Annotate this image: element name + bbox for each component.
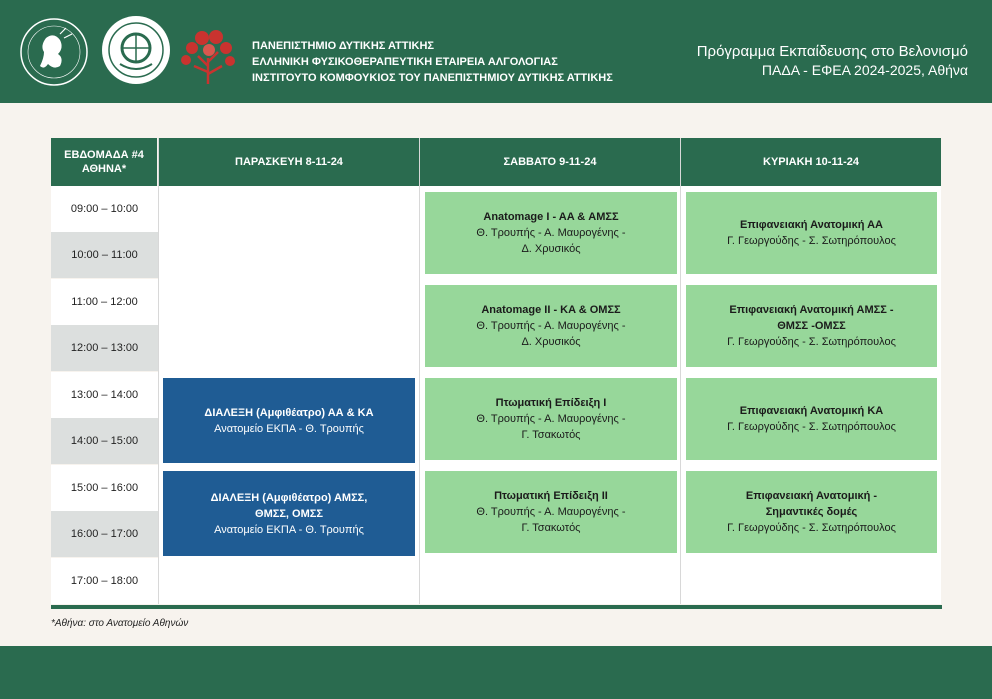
time-slot: 15:00 – 16:00 (51, 465, 158, 511)
session-detail: Γ. Γεωργούδης - Σ. Σωτηρόπουλος (727, 522, 896, 534)
session-title: Anatomage II - KA & ΟΜΣΣ (481, 304, 621, 316)
column-divider (158, 138, 159, 604)
org-line: ΕΛΛΗΝΙΚΗ ΦΥΣΙΚΟΘΕΡΑΠΕΥΤΙΚΗ ΕΤΑΙΡΕΙΑ ΑΛΓΟΛΟΓΙΑΣ (252, 56, 558, 68)
session-title-cont: ΘΜΣΣ -ΟΜΣΣ (777, 320, 846, 332)
header-bar (0, 0, 992, 103)
day-header-saturday: ΣΑΒΒΑΤΟ 9-11-24 (420, 138, 680, 186)
session-sunday-3 (686, 378, 937, 460)
session-friday-lecture-2 (163, 471, 415, 556)
session-title: ΔΙΑΛΕΞΗ (Αμφιθέατρο) ΑΜΣΣ, (210, 491, 368, 504)
session-title-cont: Σημαντικές δομές (765, 506, 858, 518)
university-logo (16, 14, 92, 90)
session-detail: Δ. Χρυσικός (521, 336, 581, 348)
footnote: *Αθήνα: στο Ανατομείο Αθηνών (51, 618, 189, 629)
table-bottom-rule (51, 605, 942, 609)
program-title-line1: Πρόγραμμα Εκπαίδευσης στο Βελονισμό (696, 43, 968, 60)
time-slot: 09:00 – 10:00 (51, 186, 158, 232)
session-title-cont: ΘΜΣΣ, ΟΜΣΣ (255, 507, 323, 520)
session-title: Επιφανειακή Ανατομική ΑΜΣΣ - (729, 304, 894, 316)
time-slot: 12:00 – 13:00 (51, 325, 158, 371)
tree-logo (178, 28, 238, 86)
session-title: ΔΙΑΛΕΞΗ (Αμφιθέατρο) ΑΑ & ΚΑ (204, 406, 374, 419)
session-detail: Θ. Τρουπής - Α. Μαυρογένης - (476, 506, 626, 518)
session-sunday-4 (686, 471, 937, 553)
location-label: ΑΘΗΝΑ* (81, 163, 127, 175)
session-saturday-3 (425, 378, 677, 460)
time-slot: 16:00 – 17:00 (51, 511, 158, 557)
session-title: Επιφανειακή Ανατομική ΑΑ (739, 219, 884, 231)
session-detail: Γ. Τσακωτός (521, 429, 581, 441)
footer-bar (0, 646, 992, 699)
column-divider (419, 138, 420, 604)
day-header-sunday: ΚΥΡΙΑΚΗ 10-11-24 (681, 138, 941, 186)
program-title (697, 42, 968, 80)
confucius-institute-logo (100, 14, 172, 86)
session-detail: Δ. Χρυσικός (521, 243, 581, 255)
session-detail: Θ. Τρουπής - Α. Μαυρογένης - (476, 320, 626, 332)
session-title: Πτωματική Επίδειξη Ι (495, 397, 607, 409)
session-detail: Γ. Γεωργούδης - Σ. Σωτηρόπουλος (727, 235, 896, 247)
org-line: ΠΑΝΕΠΙΣΤΗΜΙΟ ΔΥΤΙΚΗΣ ΑΤΤΙΚΗΣ (252, 40, 435, 52)
org-line: ΙΝΣΤΙΤΟΥΤΟ ΚΟΜΦΟΥΚΙΟΣ ΤΟΥ ΠΑΝΕΠΙΣΤΗΜΙΟΥ ΔΥΤΙΚΗΣ ΑΤΤΙΚΗΣ (252, 72, 613, 84)
session-title: Επιφανειακή Ανατομική - (745, 490, 878, 502)
session-detail: Ανατομείο ΕΚΠΑ - Θ. Τρουπής (214, 523, 364, 536)
session-saturday-2 (425, 285, 677, 367)
session-friday-lecture-1 (163, 378, 415, 463)
time-slot: 14:00 – 15:00 (51, 418, 158, 464)
session-title: Anatomage I - AA & ΑΜΣΣ (483, 211, 619, 223)
session-detail: Γ. Γεωργούδης - Σ. Σωτηρόπουλος (727, 336, 896, 348)
time-slot: 10:00 – 11:00 (51, 232, 158, 278)
session-saturday-4 (425, 471, 677, 553)
session-detail: Γ. Γεωργούδης - Σ. Σωτηρόπουλος (727, 421, 896, 433)
session-sunday-1 (686, 192, 937, 274)
time-slot: 17:00 – 18:00 (51, 558, 158, 604)
day-header-friday: ΠΑΡΑΣΚΕΥΗ 8-11-24 (159, 138, 419, 186)
session-detail: Ανατομείο ΕΚΠΑ - Θ. Τρουπής (214, 422, 364, 435)
session-title: Πτωματική Επίδειξη ΙΙ (494, 490, 608, 502)
session-detail: Θ. Τρουπής - Α. Μαυρογένης - (476, 413, 626, 425)
session-detail: Γ. Τσακωτός (521, 522, 581, 534)
session-title: Επιφανειακή Ανατομική ΚΑ (739, 405, 884, 417)
time-slot: 11:00 – 12:00 (51, 279, 158, 325)
session-saturday-1 (425, 192, 677, 274)
column-divider (680, 138, 681, 604)
corner-header (51, 138, 157, 186)
session-sunday-2 (686, 285, 937, 367)
schedule-table (51, 138, 941, 605)
time-slot: 13:00 – 14:00 (51, 372, 158, 418)
organization-names (252, 38, 613, 86)
week-label: ΕΒΔΟΜΑΔΑ #4 (64, 149, 144, 161)
program-title-line2: ΠΑΔΑ - ΕΦΕΑ 2024-2025, Αθήνα (761, 62, 968, 78)
session-detail: Θ. Τρουπής - Α. Μαυρογένης - (476, 227, 626, 239)
